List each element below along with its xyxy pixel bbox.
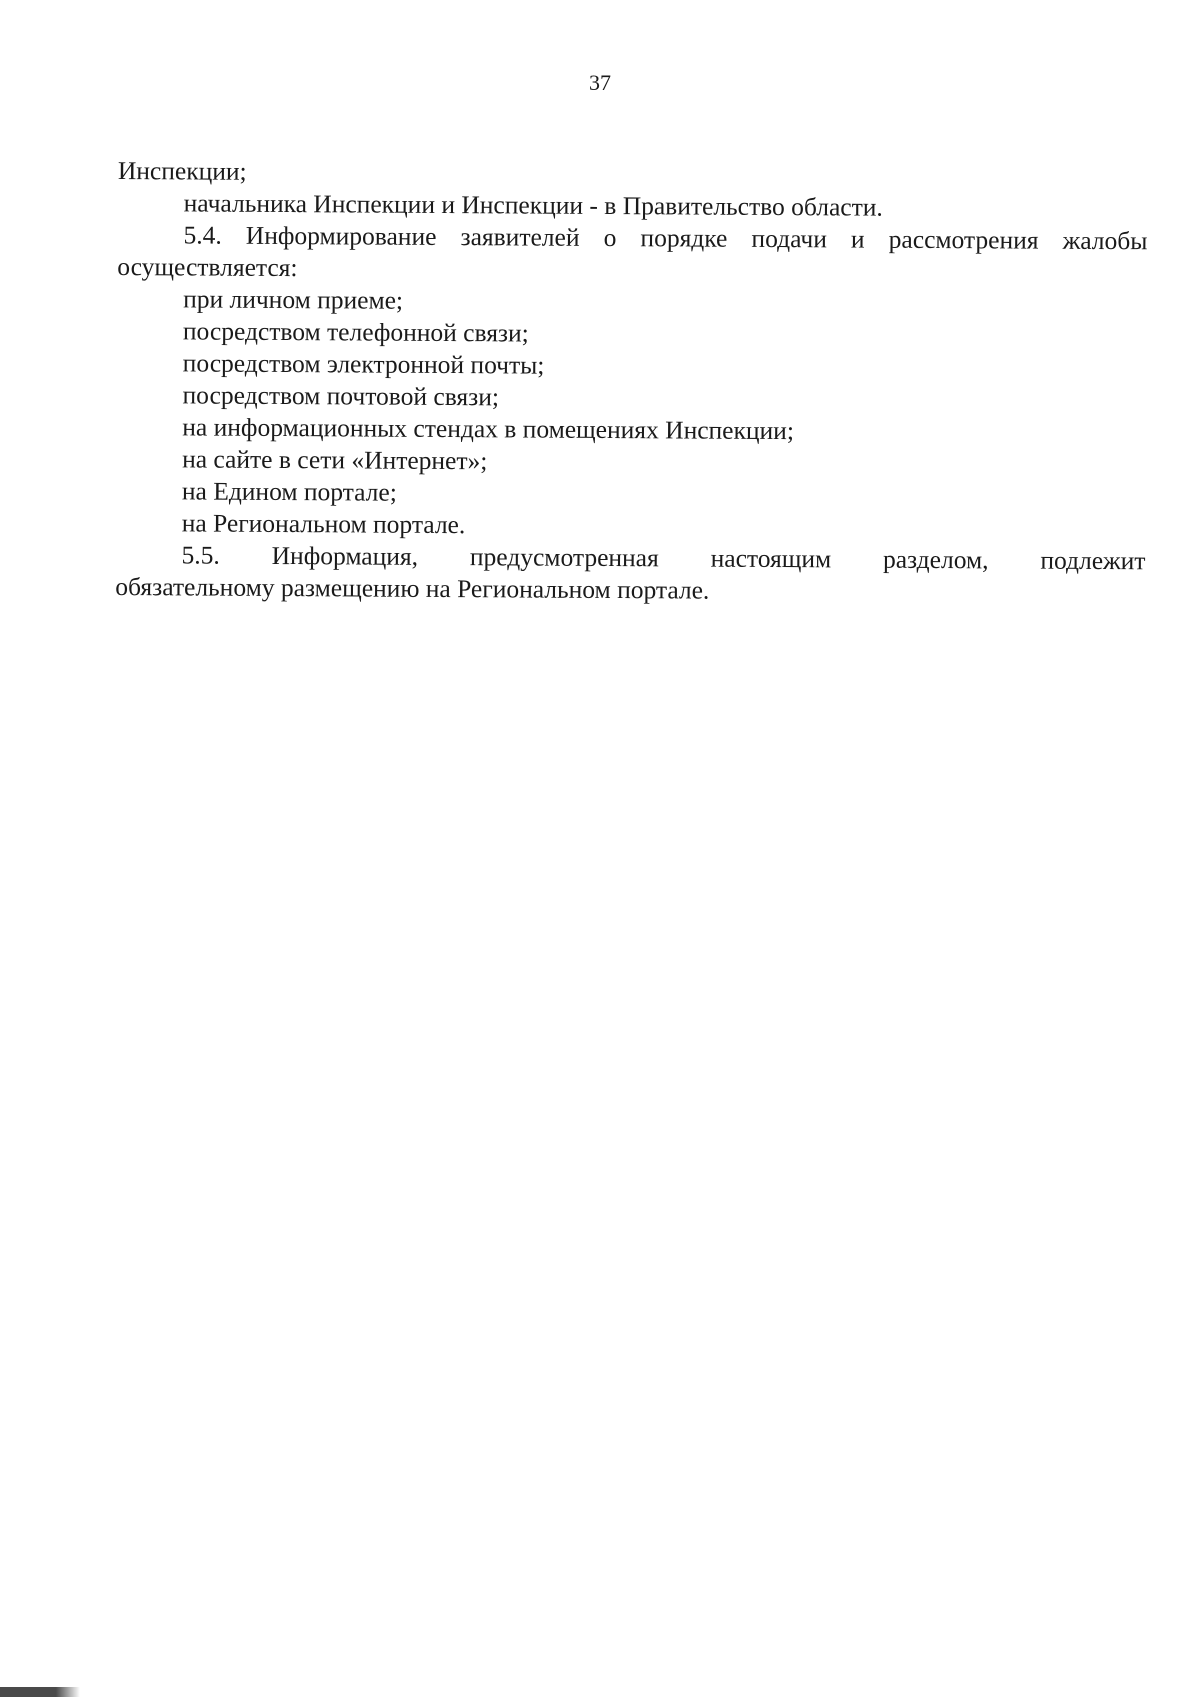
word: и <box>850 224 865 254</box>
word: подачи <box>751 223 827 254</box>
word: Информирование <box>245 220 437 251</box>
word: предусмотренная <box>469 542 659 573</box>
list-item: посредством электронной почты; <box>182 348 545 380</box>
list-item: при личном приеме; <box>183 284 404 315</box>
scan-artifact <box>0 1687 80 1697</box>
word: подлежит <box>1040 545 1146 576</box>
word: порядке <box>640 223 728 253</box>
text-line: начальника Инспекции и Инспекции - в Правительство области. <box>183 188 883 222</box>
paragraph-5-4-continuation: осуществляется: <box>117 251 298 283</box>
list-item: на информационных стендах в помещениях Инспекции; <box>182 412 795 446</box>
list-item: на Едином портале; <box>181 476 397 507</box>
list-item: на Региональном портале. <box>181 508 466 540</box>
word: заявителей <box>460 222 580 252</box>
word: 5.5. <box>181 540 220 570</box>
word: рассмотрения <box>888 224 1039 255</box>
list-item: посредством почтовой связи; <box>182 380 500 412</box>
list-item: на сайте в сети «Интернет»; <box>182 444 488 476</box>
word: разделом, <box>882 544 989 575</box>
paragraph-5-5-continuation: обязательному размещению на Региональном портале. <box>115 571 710 605</box>
word: 5.4. <box>183 220 222 250</box>
word: настоящим <box>710 543 832 574</box>
text-line: Инспекции; <box>117 155 247 186</box>
word: жалобы <box>1062 225 1148 256</box>
word: Информация, <box>271 540 419 571</box>
document-body <box>115 155 1148 609</box>
page-number: 37 <box>589 70 611 95</box>
word: о <box>603 222 617 253</box>
list-item: посредством телефонной связи; <box>182 316 529 348</box>
